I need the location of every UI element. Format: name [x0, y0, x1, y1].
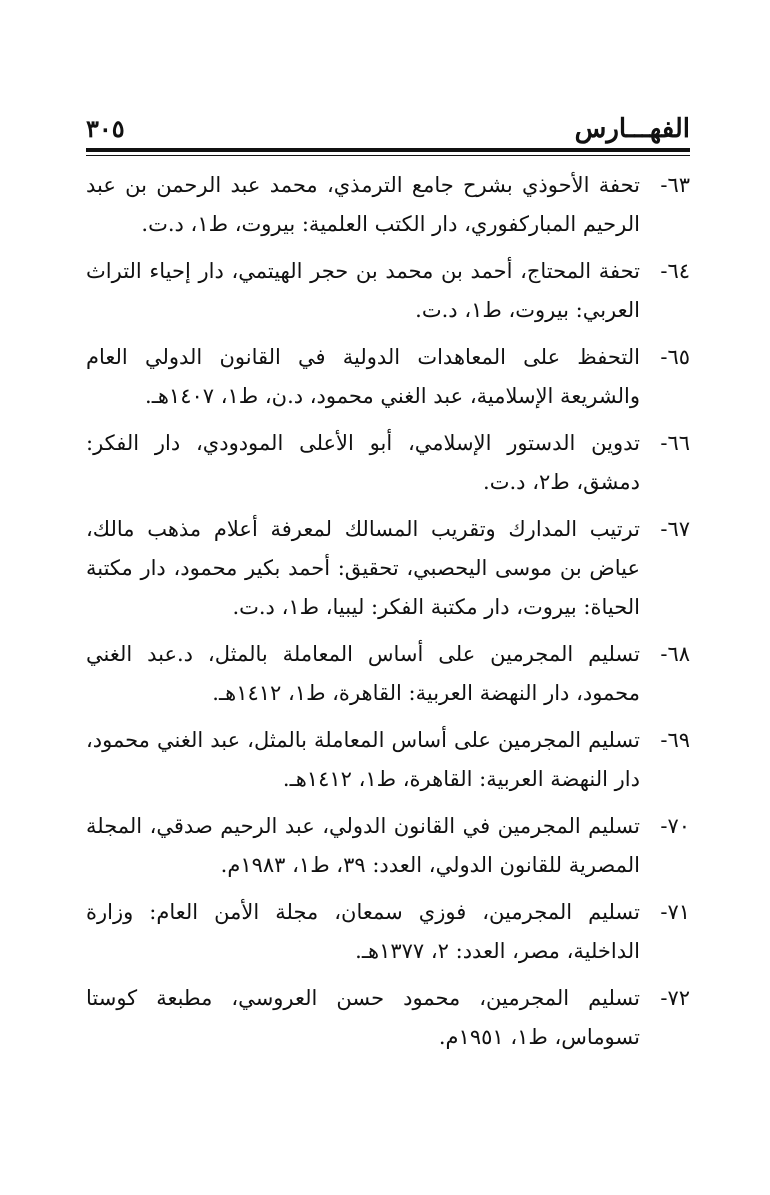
entry-text: تسليم المجرمين على أساس المعاملة بالمثل، عبد الغني محمود، دار النهضة العربية: القاهرة، ط١، ١٤١٢هـ.	[86, 728, 640, 791]
entry-number: ٦٥-	[660, 345, 690, 369]
entry-number: ٦٣-	[660, 173, 690, 197]
entry-text: تسليم المجرمين على أساس المعاملة بالمثل، د.عبد الغني محمود، دار النهضة العربية: القاهرة، ط١، ١٤١٢هـ.	[86, 642, 640, 705]
entry-number: ٦٧-	[660, 517, 690, 541]
bibliography-entry	[86, 166, 690, 244]
bibliography-entry	[86, 807, 690, 885]
entry-number: ٦٩-	[660, 728, 690, 752]
entry-number: ٧١-	[660, 900, 690, 924]
bibliography-entry	[86, 635, 690, 713]
entry-text: تحفة المحتاج، أحمد بن محمد بن حجر الهيتمي، دار إحياء التراث العربي: بيروت، ط١، د.ت.	[86, 259, 640, 322]
entry-number: ٧٠-	[660, 814, 690, 838]
entry-text: تدوين الدستور الإسلامي، أبو الأعلى المودودي، دار الفكر: دمشق، ط٢، د.ت.	[86, 431, 640, 494]
entry-text: تسليم المجرمين، محمود حسن العروسي، مطبعة كوستا تسوماس، ط١، ١٩٥١م.	[86, 986, 640, 1049]
bibliography-entry	[86, 893, 690, 971]
bibliography-entry	[86, 979, 690, 1057]
bibliography-entry	[86, 424, 690, 502]
entry-number: ٦٨-	[660, 642, 690, 666]
entry-text: تسليم المجرمين، فوزي سمعان، مجلة الأمن العام: وزارة الداخلية، مصر، العدد: ٢، ١٣٧٧هـ.	[86, 900, 640, 963]
bibliography-entry	[86, 252, 690, 330]
entry-text: ترتيب المدارك وتقريب المسالك لمعرفة أعلام مذهب مالك، عياض بن موسى اليحصبي، تحقيق: أحمد بكير محمود، دار مكتبة الحياة: بيروت، دار مكتبة الفكر: ليبيا، ط١، د.ت.	[86, 517, 640, 619]
entry-number: ٧٢-	[660, 986, 690, 1010]
bibliography-entry	[86, 338, 690, 416]
entry-text: التحفظ على المعاهدات الدولية في القانون الدولي العام والشريعة الإسلامية، عبد الغني محمود، د.ن، ط١، ١٤٠٧هـ.	[86, 345, 640, 408]
bibliography-entry	[86, 721, 690, 799]
page-number: ٣٠٥	[86, 114, 125, 143]
entry-number: ٦٤-	[660, 259, 690, 283]
bibliography-list	[86, 166, 690, 1065]
header-rule-thin	[86, 155, 690, 156]
page-header	[86, 112, 690, 146]
header-rule-thick	[86, 148, 690, 152]
entry-text: تحفة الأحوذي بشرح جامع الترمذي، محمد عبد الرحمن بن عبد الرحيم المباركفوري، دار الكتب العلمية: بيروت، ط١، د.ت.	[86, 173, 640, 236]
entry-number: ٦٦-	[660, 431, 690, 455]
bibliography-entry	[86, 510, 690, 627]
entry-text: تسليم المجرمين في القانون الدولي، عبد الرحيم صدقي، المجلة المصرية للقانون الدولي، العدد: ٣٩، ط١، ١٩٨٣م.	[86, 814, 640, 877]
section-title: الفهـــارس	[574, 114, 690, 144]
